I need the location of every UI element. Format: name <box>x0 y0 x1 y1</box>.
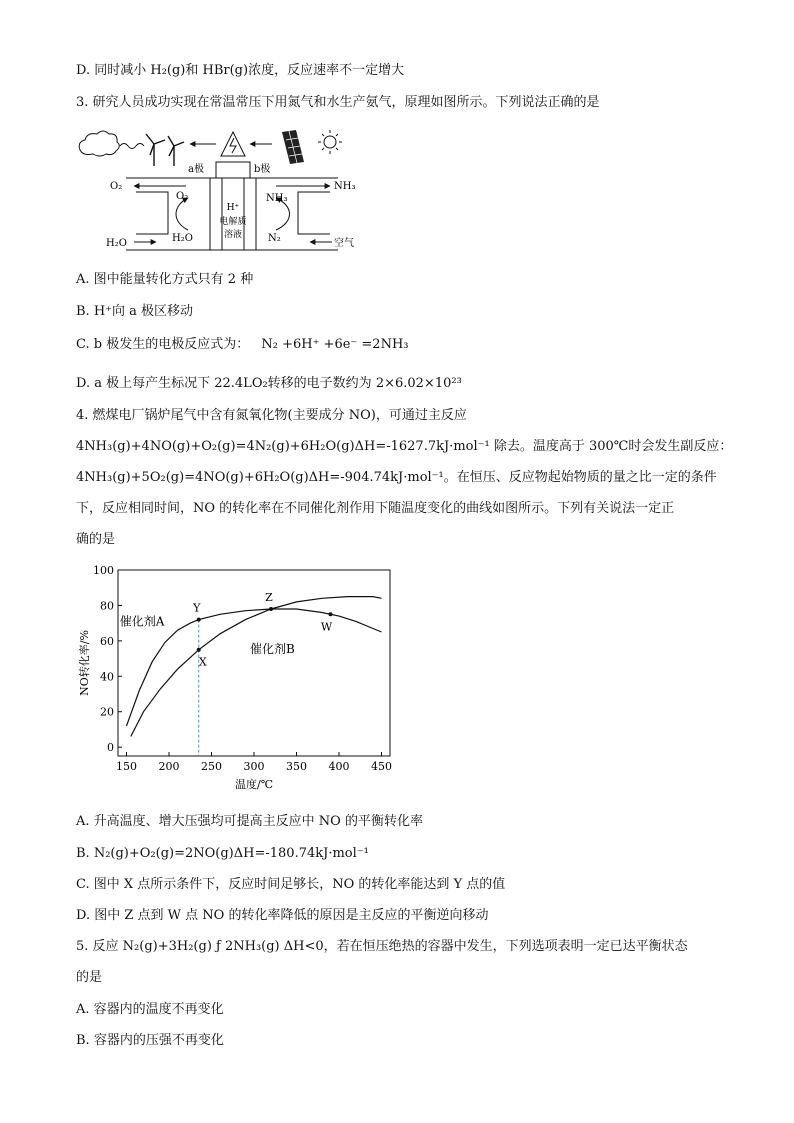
cloud-icon <box>79 131 144 156</box>
q2-option-d: D. 同时减小 H₂(g)和 HBr(g)浓度，反应速率不一定增大 <box>76 63 405 78</box>
q4-stem-line-1: 4. 燃煤电厂锅炉尾气中含有氮氧化物(主要成分 NO)，可通过主反应 <box>76 408 467 423</box>
q3-option-b: B. H⁺向 a 极区移动 <box>76 304 194 319</box>
data-point-w <box>329 612 333 616</box>
point-label: X <box>198 655 207 669</box>
q3-option-c <box>76 336 409 354</box>
q5-stem-line-2: 的是 <box>76 970 103 985</box>
solar-panel-icon <box>282 130 304 164</box>
h2o-in-label: H₂O <box>106 238 127 249</box>
y-tick-label: 100 <box>93 564 114 577</box>
y-tick-label: 20 <box>100 705 114 719</box>
h2o-inner-label: H₂O <box>172 233 193 244</box>
q4-stem-line-5: 确的是 <box>76 532 116 547</box>
data-point-x <box>197 648 201 652</box>
q5-stem-line-1: 5. 反应 N₂(g)+3H₂(g) ƒ 2NH₃(g) ΔH<0，若在恒压绝热的容器中发生，下列选项表明一定已达平衡状态 <box>76 939 688 954</box>
data-point-z <box>269 607 273 611</box>
nh3-out-label: NH₃ <box>334 181 356 192</box>
x-tick-label: 300 <box>243 760 265 773</box>
point-label: W <box>320 620 333 634</box>
o2-inner-label: O₂ <box>176 191 189 202</box>
q4-option-b: B. N₂(g)+O₂(g)=2NO(g)ΔH=-180.74kJ·mol⁻¹ <box>76 846 369 861</box>
q5-option-b: B. 容器内的压强不再变化 <box>76 1033 224 1048</box>
electrolyte-label-1: 电解质 <box>219 217 247 227</box>
y-tick-label: 60 <box>100 634 114 648</box>
plot-frame <box>118 570 390 756</box>
q4-stem-line-2: 4NH₃(g)+4NO(g)+O₂(g)=4N₂(g)+6H₂O(g)ΔH=-1627.7kJ·mol⁻¹ 除去。温度高于 300℃时会发生副反应： <box>76 439 733 454</box>
q3-stem: 3. 研究人员成功实现在常温常压下用氮气和水生产氨气，原理如图所示。下列说法正确的是 <box>76 95 600 110</box>
electrolyte-h-label: H⁺ <box>226 203 240 213</box>
o2-out-label: O₂ <box>110 181 123 192</box>
q4-stem-line-4: 下，反应相同时间，NO 的转化率在不同催化剂作用下随温度变化的曲线如图所示。下列有关说法一定正 <box>76 501 675 516</box>
x-tick-label: 250 <box>201 760 222 773</box>
y-axis-label: NO转化率/% <box>78 630 91 696</box>
point-label: Z <box>265 590 273 604</box>
q4-option-a: A. 升高温度、增大压强均可提高主反应中 NO 的平衡转化率 <box>76 814 423 829</box>
air-label: 空气 <box>334 238 354 249</box>
electrolysis-diagram <box>76 126 376 258</box>
q3-option-c-equation: N₂ +6H⁺ +6e⁻ =2NH₃ <box>261 337 409 352</box>
no-conversion-chart <box>72 560 402 800</box>
x-tick-label: 350 <box>286 760 307 773</box>
x-tick-label: 400 <box>328 760 350 773</box>
point-label: Y <box>193 601 201 615</box>
x-axis-label: 温度/℃ <box>234 778 274 791</box>
wind-turbine-icon <box>146 134 184 166</box>
x-tick-label: 150 <box>116 760 137 773</box>
q4-option-d: D. 图中 Z 点到 W 点 NO 的转化率降低的原因是主反应的平衡逆向移动 <box>76 908 489 923</box>
q3-option-d: D. a 极上每产生标况下 22.4LO₂转移的电子数约为 2×6.02×10²³ <box>76 376 462 391</box>
series-line-catalyst-a <box>127 609 382 726</box>
x-tick-label: 200 <box>158 760 180 773</box>
q4-stem-line-3: 4NH₃(g)+5O₂(g)=4NO(g)+6H₂O(g)ΔH=-904.74kJ·mol⁻¹。在恒压、反应物起始物质的量之比一定的条件 <box>76 470 717 485</box>
power-source-icon <box>221 132 245 156</box>
x-tick-label: 450 <box>371 760 392 773</box>
nh3-inner-label: NH₃ <box>266 193 288 204</box>
y-tick-label: 80 <box>100 599 114 613</box>
y-tick-label: 0 <box>107 741 114 755</box>
electrode-a-label: a极 <box>188 164 204 175</box>
sun-icon <box>318 130 342 154</box>
data-point-y <box>197 618 201 622</box>
q3-option-a: A. 图中能量转化方式只有 2 种 <box>76 272 254 287</box>
n2-inner-label: N₂ <box>268 233 281 244</box>
series-label: 催化剂B <box>250 642 295 657</box>
electrode-b-label: b极 <box>254 164 271 175</box>
q5-option-a: A. 容器内的温度不再变化 <box>76 1002 224 1017</box>
q3-option-c-prefix: C. b 极发生的电极反应式为： <box>76 337 250 352</box>
series-label: 催化剂A <box>119 614 165 629</box>
q4-option-c: C. 图中 X 点所示条件下，反应时间足够长，NO 的转化率能达到 Y 点的值 <box>76 877 506 892</box>
electrolyte-label-2: 溶液 <box>223 230 243 240</box>
y-tick-label: 40 <box>100 670 114 684</box>
